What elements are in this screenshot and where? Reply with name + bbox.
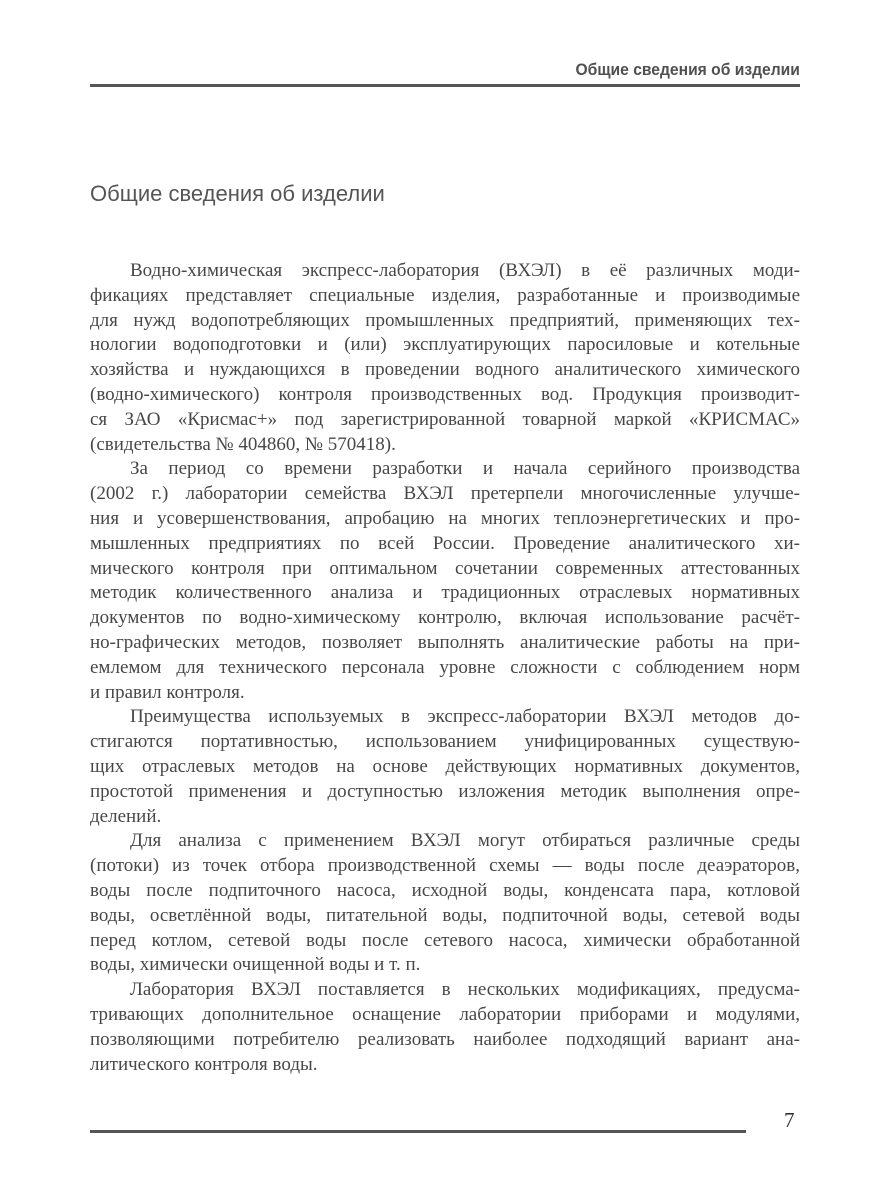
text-line: позволяющими потребителю реализовать наиболее подходящий вариант ана- [90, 1028, 800, 1050]
text-line: стигаются портативностью, использованием унифицированных существую- [90, 731, 800, 753]
text-line: мышленных предприятиях по всей России. Проведение аналитического хи- [90, 532, 800, 554]
text-line: Для анализа с применением ВХЭЛ могут отбираться различные среды [130, 830, 800, 852]
text-line: и правил контроля. [90, 681, 245, 703]
text-line: щих отраслевых методов на основе действующих нормативных документов, [90, 755, 800, 777]
text-line: ния и усовершенствования, апробацию на многих теплоэнергетических и про- [90, 507, 800, 529]
text-line: (2002 г.) лаборатории семейства ВХЭЛ претерпели многочисленные улучше- [90, 483, 800, 505]
text-line: За период со времени разработки и начала серийного производства [130, 458, 800, 480]
text-line: документов по водно-химическому контролю, включая использование расчёт- [90, 607, 800, 629]
text-line: тривающих дополнительное оснащение лаборатории приборами и модулями, [90, 1003, 800, 1025]
body-text [90, 259, 800, 1077]
text-line: Водно-химическая экспресс-лаборатория (ВХЭЛ) в её различных моди- [130, 260, 800, 281]
running-header: Общие сведения об изделии [575, 60, 800, 79]
text-line: перед котлом, сетевой воды после сетевого насоса, химически обработанной [90, 929, 800, 951]
paragraph [90, 259, 800, 457]
paragraph [90, 457, 800, 705]
text-line: но-графических методов, позволяет выполнять аналитические работы на при- [90, 631, 800, 653]
text-line: для нужд водопотребляющих промышленных предприятий, применяющих тех- [90, 309, 800, 331]
text-line: Преимущества используемых в экспресс-лаборатории ВХЭЛ методов до- [130, 706, 800, 728]
paragraph [90, 829, 800, 978]
text-line: Лаборатория ВХЭЛ поставляется в нескольких модификациях, предусма- [130, 979, 800, 1001]
header-divider [90, 84, 800, 87]
text-line: (водно-химического) контроля производственных вод. Продукция производит- [90, 383, 800, 405]
paragraph [90, 705, 800, 829]
text-line: фикациях представляет специальные изделия, разработанные и производимые [90, 284, 800, 306]
text-line: воды после подпиточного насоса, исходной воды, конденсата пара, котловой [90, 879, 800, 901]
text-line: воды, химически очищенной воды и т. п. [90, 954, 421, 976]
text-line: делений. [90, 805, 162, 827]
text-line: воды, осветлённой воды, питательной воды, подпиточной воды, сетевой воды [90, 904, 800, 926]
text-line: методик количественного анализа и традиционных отраслевых нормативных [90, 582, 800, 604]
text-line: (потоки) из точек отбора производственной схемы — воды после деаэраторов, [90, 855, 800, 877]
text-line: простотой применения и доступностью изложения методик выполнения опре- [90, 780, 800, 802]
text-line: хозяйства и нуждающихся в проведении водного аналитического химического [90, 359, 800, 381]
text-line: ся ЗАО «Крисмас+» под зарегистрированной товарной маркой «КРИСМАС» [90, 408, 800, 430]
text-line: литического контроля воды. [90, 1053, 318, 1075]
section-title: Общие сведения об изделии [90, 181, 385, 206]
paragraph [90, 978, 800, 1077]
text-line: емлемом для технического персонала уровне сложности с соблюдением норм [90, 656, 800, 678]
text-line: нологии водоподготовки и (или) эксплуатирующих паросиловые и котельные [90, 334, 800, 356]
text-line: мического контроля при оптимальном сочетании современных аттестованных [90, 557, 800, 579]
footer-divider [90, 1130, 746, 1133]
text-line: (свидетельства № 404860, № 570418). [90, 433, 396, 455]
page-number: 7 [784, 1108, 795, 1132]
